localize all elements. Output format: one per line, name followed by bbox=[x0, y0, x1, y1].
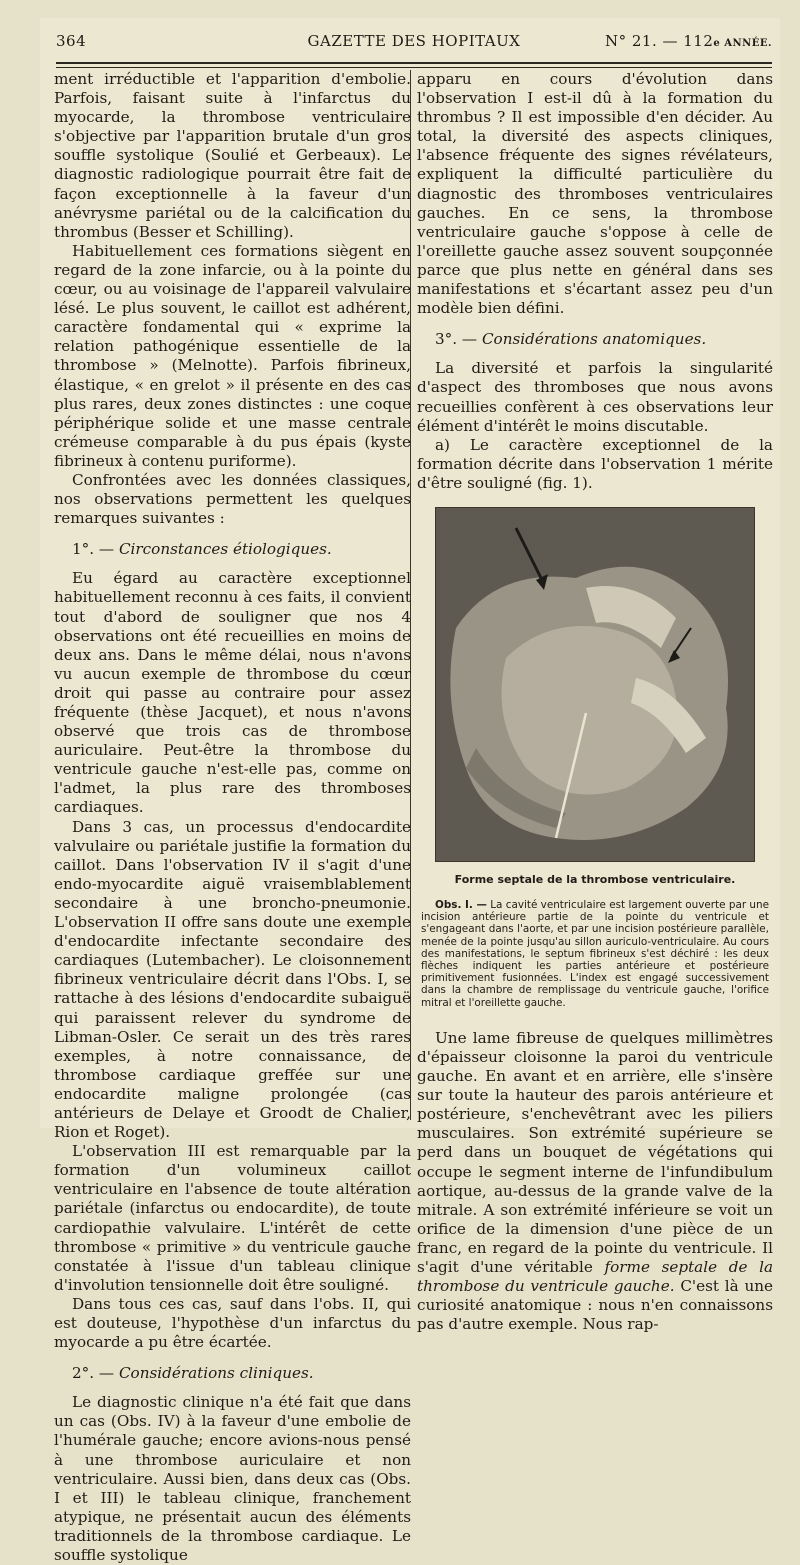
right-column bbox=[417, 70, 773, 1334]
figure-1 bbox=[421, 507, 769, 1009]
paragraph-italic: forme septale de la thrombose du ventricule gauche. bbox=[417, 1258, 773, 1296]
issue-number bbox=[605, 32, 772, 50]
paragraph: a) Le caractère exceptionnel de la formation décrite dans l'observation 1 mérite d'être souligné (fig. 1). bbox=[417, 435, 773, 492]
paragraph: Habituellement ces formations siègent en regard de la zone infarcie, ou à la pointe du cœur, ou au voisinage de l'appareil valvulaire lésé. Le plus souvent, le caillot est adhérent, caractère fondamental qui « exprime la relation pathogénique essentielle de la thrombose » (Melnotte). Parfois fibrineux, élastique, « en grelot » il présente en des cas plus rares, deux zones distinctes : une coque périphérique solide et une masse centrale crémeuse comparable à du pus épais (kyste fibrineux à contenu puriforme). bbox=[54, 241, 411, 470]
section-number: 2°. — bbox=[72, 1364, 115, 1383]
paragraph: Eu égard au caractère exceptionnel habituellement reconnu à ces faits, il convient tout d'abord de souligner que nos 4 observations ont été recueillies en moins de deux ans. Dans le même délai, nous n'avons vu aucun exemple de thrombose du cœur droit qui passe au contraire pour assez fréquente (thèse Jacquet), et nous n'avons observé que trois cas de thrombose auriculaire. Peut-être la thrombose du ventricule gauche n'est-elle pas, comme on l'admet, la plus rare des thromboses cardiaques. bbox=[54, 569, 411, 817]
paragraph: apparu en cours d'évolution dans l'observation I est-il dû à la formation du thrombus ? Il est impossible d'en décider. Au total, la diversité des aspects cliniques, l'absence fréquente des signes révélateurs, expliquent la difficulté particulière du diagnostic des thromboses ventriculaires gauches. En ce sens, la thrombose ventriculaire gauche s'oppose à celle de l'oreillette gauche assez souvent soupçonnée parce que plus nette en général dans ses manifestations et s'écartant assez peu d'un modèle bien défini. bbox=[417, 70, 773, 318]
paragraph: Confrontées avec les données classiques, nos observations permettent les quelques remarques suivantes : bbox=[54, 470, 411, 528]
paragraph: Dans 3 cas, un processus d'endocardite valvulaire ou pariétale justifie la formation du caillot. Dans l'observation IV il s'agit d'une endo-myocardite aiguë vraisemblablement secondaire à une broncho-pneumonie. L'observation II offre sans doute une exemple d'endocardite infectante secondaire des cardiaques (Lutembacher). Le cloisonnement fibrineux ventriculaire décrit dans l'Obs. I, se rattache à des lésions d'endocardite subaiguë qui paraissent relever du syndrome de Libman-Osler. Ce serait un des très rares exemples, à notre connaissance, de thrombose cardiaque greffée sur une endocardite maligne prolongée (cas antérieurs de Delaye et Groodt de Chalier, Rion et Roget). bbox=[54, 817, 411, 1142]
paragraph bbox=[417, 1029, 773, 1335]
page-number: 364 bbox=[56, 32, 87, 50]
section-title: Considérations anatomiques. bbox=[481, 330, 707, 349]
section-title: Considérations cliniques. bbox=[118, 1364, 314, 1383]
paragraph: La diversité et parfois la singularité d'aspect des thromboses que nous avons recueillies confèrent à ces observations leur élément d'intérêt le moins discutable. bbox=[417, 359, 773, 435]
header-rule-thin bbox=[56, 67, 772, 68]
issue-suffix: e ANNÉE. bbox=[713, 38, 772, 49]
journal-page bbox=[40, 18, 780, 1565]
section-number: 3°. — bbox=[435, 330, 478, 349]
specimen-illustration bbox=[436, 508, 754, 861]
legend-text: La cavité ventriculaire est largement ouverte par une incision antérieure partie de la pointe du ventricule et s'engageant dans l'aorte, et par une incision postérieure parallèle, menée de la pointe jusqu'au sillon auriculo-ventriculaire. Au cours des manifestations, le septum fibrineux s'est déchiré : les deux flèches indiquent les parties antérieure et postérieure primitivement fusionnées. L'index est engagé successivement dans la chambre de remplissage du ventricule gauche, l'orifice mitral et l'oreillette gauche. bbox=[421, 899, 769, 1009]
legend-label: Obs. I. — bbox=[435, 899, 487, 912]
section-number: 1°. — bbox=[72, 540, 115, 559]
paragraph-end: C'est là une curiosité anatomique : nous n'en connaissons pas d'autre exemple. Nous rap- bbox=[417, 1277, 774, 1334]
header-rule bbox=[56, 62, 772, 64]
paragraph-start: Une lame fibreuse de quelques millimètres d'épaisseur cloisonne la paroi du ventricule gauche. En avant et en arrière, elle s'insère sur toute la hauteur des parois antérieure et postérieure, s'enchevêtrant avec les piliers musculaires. Son extrémité supérieure se perd dans un bouquet de végétations qui occupe le segment interne de l'infundibulum aortique, au-dessus de la grande valve de la mitrale. A son extrémité inférieure se voit un orifice de la dimension d'une pièce de un franc, en regard de la pointe du ventricule. Il s'agit d'une véritable bbox=[417, 1028, 773, 1277]
issue-main: N° 21. — 112 bbox=[604, 32, 714, 50]
paragraph: ment irréductible et l'apparition d'embolie. Parfois, faisant suite à l'infarctus du myocarde, la thrombose ventriculaire s'objective par l'apparition brutale d'un gros souffle systolique (Soulié et Gerbeaux). Le diagnostic radiologique pourrait être fait de façon exceptionnelle à la faveur d'un anévrysme pariétal ou de la calcification du thrombus (Besser et Schilling). bbox=[54, 70, 411, 241]
section-heading-3 bbox=[417, 330, 773, 349]
section-title: Circonstances étiologiques. bbox=[118, 540, 332, 559]
paragraph: Le diagnostic clinique n'a été fait que dans un cas (Obs. IV) à la faveur d'une embolie de l'humérale gauche; encore avions-nous pensé à une thrombose auriculaire et non ventriculaire. Aussi bien, dans deux cas (Obs. I et III) le tableau clinique, franchement atypique, ne présentait aucun des éléments traditionnels de la thrombose cardiaque. Le souffle systolique bbox=[54, 1393, 411, 1565]
page-header bbox=[56, 32, 772, 60]
figure-caption: Forme septale de la thrombose ventriculaire. bbox=[454, 872, 736, 886]
section-heading-2 bbox=[54, 1364, 411, 1383]
heart-specimen-photo bbox=[435, 507, 755, 862]
figure-legend bbox=[421, 899, 769, 1009]
paragraph: Dans tous ces cas, sauf dans l'obs. II, qui est douteuse, l'hypothèse d'un infarctus du myocarde a pu être écartée. bbox=[54, 1294, 411, 1352]
left-column bbox=[54, 70, 411, 1565]
journal-title: GAZETTE DES HOPITAUX bbox=[307, 32, 521, 50]
paragraph: L'observation III est remarquable par la formation d'un volumineux caillot ventriculaire en l'absence de toute altération pariétale (infarctus ou endocardite), de toute cardiopathie valvulaire. L'intérêt de cette thrombose « primitive » du ventricule gauche constatée à l'issue d'un tableau clinique d'involution tensionnelle doit être souligné. bbox=[54, 1142, 411, 1294]
section-heading-1 bbox=[54, 540, 411, 559]
